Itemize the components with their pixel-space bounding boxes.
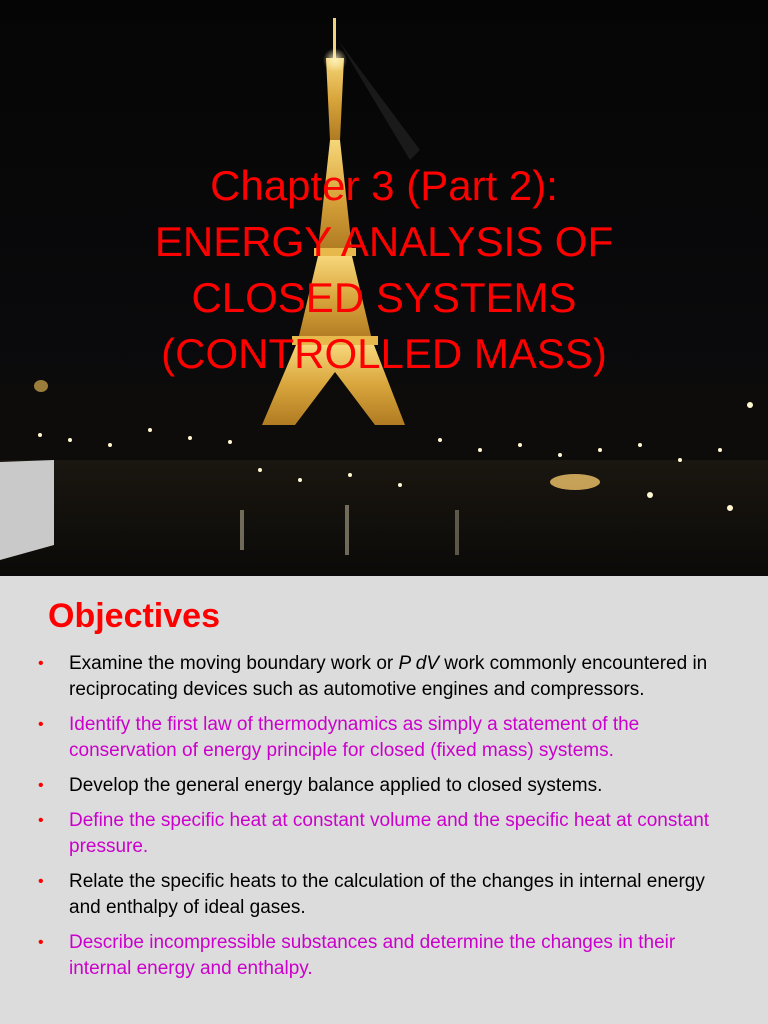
objective-item bbox=[36, 930, 736, 982]
bullet-icon: • bbox=[38, 777, 44, 794]
title-line-4: (CONTROLLED MASS) bbox=[161, 330, 607, 377]
title-line-3: CLOSED SYSTEMS bbox=[191, 274, 577, 321]
objective-text-pre: Examine the moving boundary work or bbox=[69, 653, 399, 674]
objective-text: Develop the general energy balance applied to closed systems. bbox=[69, 775, 603, 796]
objective-text: Identify the first law of thermodynamics as simply a statement of the conservation of energy principle for closed (fixed mass) systems. bbox=[69, 714, 640, 761]
objectives-list bbox=[36, 651, 736, 991]
bullet-icon: • bbox=[38, 812, 44, 829]
objective-item bbox=[36, 651, 736, 703]
slide-title bbox=[0, 158, 768, 382]
objective-text-emphasis: P dV bbox=[398, 653, 439, 674]
bullet-icon: • bbox=[38, 716, 44, 733]
objective-text: Define the specific heat at constant volume and the specific heat at constant pressure. bbox=[69, 810, 710, 857]
objective-item bbox=[36, 808, 736, 860]
objective-text-post: work commonly encountered in reciprocating devices such as automotive engines and compressors. bbox=[69, 653, 708, 700]
title-line-1: Chapter 3 (Part 2): bbox=[210, 162, 558, 209]
title-line-2: ENERGY ANALYSIS OF bbox=[154, 218, 614, 265]
objectives-heading: Objectives bbox=[48, 597, 220, 635]
objectives-slide bbox=[0, 576, 768, 1024]
bullet-icon: • bbox=[38, 873, 44, 890]
objective-item bbox=[36, 869, 736, 921]
bullet-icon: • bbox=[38, 934, 44, 951]
objective-item bbox=[36, 712, 736, 764]
objective-text: Describe incompressible substances and determine the changes in their internal energy and enthalpy. bbox=[69, 932, 676, 979]
bullet-icon: • bbox=[38, 655, 44, 672]
objective-text: Relate the specific heats to the calculation of the changes in internal energy and enthalpy of ideal gases. bbox=[69, 871, 705, 918]
objective-item bbox=[36, 773, 736, 799]
